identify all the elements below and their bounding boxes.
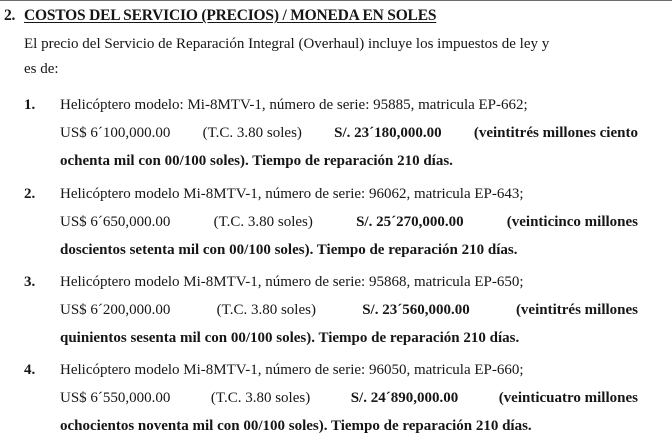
- item-description: Helicóptero modelo Mi-8MTV-1, número de serie: 95868, matricula EP-650;: [60, 274, 524, 290]
- item-number: 3.: [24, 274, 36, 290]
- intro-line-1: El precio del Servicio de Reparación Integral (Overhaul) incluye los impuestos de ley y: [24, 36, 550, 52]
- price-usd: US$ 6´550,000.00: [60, 390, 171, 406]
- price-in-words: (veintitrés millones ciento: [473, 125, 638, 141]
- exchange-rate: (T.C. 3.80 soles): [216, 302, 316, 318]
- price-soles: S/. 23´560,000.00: [362, 302, 470, 318]
- item-description: Helicóptero modelo Mi-8MTV-1, número de serie: 96050, matricula EP-660;: [60, 362, 524, 378]
- item-description: Helicóptero modelo Mi-8MTV-1, número de serie: 96062, matricula EP-643;: [60, 186, 524, 202]
- item-price-line: [60, 299, 638, 321]
- item-price-words-end: ochenta mil con 00/100 soles). Tiempo de reparación 210 días.: [60, 153, 453, 169]
- intro-line-2: es de:: [24, 61, 59, 77]
- item-price-words-end: quinientos sesenta mil con 00/100 soles). Tiempo de reparación 210 días.: [60, 330, 520, 346]
- section-heading: [4, 7, 436, 25]
- price-usd: US$ 6´200,000.00: [60, 302, 171, 318]
- item-price-line: [60, 211, 638, 233]
- price-usd: US$ 6´100,000.00: [60, 125, 171, 141]
- price-usd: US$ 6´650,000.00: [60, 214, 171, 230]
- price-soles: S/. 24´890,000.00: [350, 390, 459, 406]
- exchange-rate: (T.C. 3.80 soles): [213, 214, 313, 230]
- exchange-rate: (T.C. 3.80 soles): [202, 125, 302, 141]
- item-price-line: [60, 387, 638, 409]
- section-intro: [24, 32, 650, 82]
- section-title: COSTOS DEL SERVICIO (PRECIOS) / MONEDA EN SOLES: [24, 7, 437, 24]
- price-in-words: (veintitrés millones: [515, 302, 638, 318]
- price-soles: S/. 23´180,000.00: [334, 125, 442, 141]
- exchange-rate: (T.C. 3.80 soles): [210, 390, 311, 406]
- price-in-words: (veinticinco millones: [506, 214, 638, 230]
- price-soles: S/. 25´270,000.00: [356, 214, 464, 230]
- item-number: 1.: [24, 97, 36, 113]
- item-number: 4.: [24, 362, 36, 378]
- section-number: 2.: [4, 7, 16, 24]
- item-description: Helicóptero modelo: Mi-8MTV-1, número de serie: 95885, matricula EP-662;: [60, 97, 528, 113]
- item-price-line: [60, 122, 638, 144]
- item-price-words-end: ochocientos noventa mil con 00/100 soles). Tiempo de reparación 210 días.: [60, 418, 532, 434]
- price-in-words: (veinticuatro millones: [498, 390, 638, 406]
- item-number: 2.: [24, 186, 36, 202]
- item-price-words-end: doscientos setenta mil con 00/100 soles). Tiempo de reparación 210 días.: [60, 242, 518, 258]
